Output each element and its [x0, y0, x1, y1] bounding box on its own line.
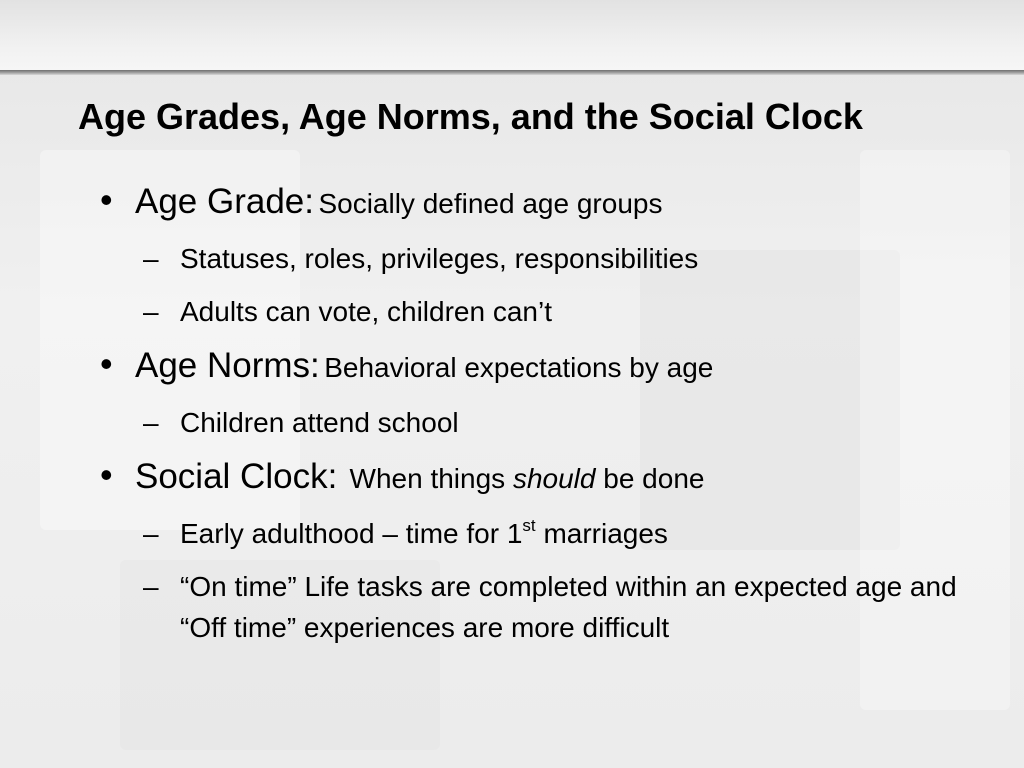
bullet-definition: [342, 463, 705, 494]
dash-icon: –: [143, 407, 159, 438]
bullet-item-age-grade: [100, 180, 980, 226]
sub-bullet-item: [100, 513, 980, 554]
dash-icon: –: [143, 571, 159, 602]
sub-bullet-text: Adults can vote, children can’t: [180, 296, 552, 327]
bullet-definition: Socially defined age groups: [318, 188, 663, 219]
bullet-term: Age Norms:: [135, 346, 320, 385]
bullet-icon: •: [100, 454, 113, 495]
bullet-term: Social Clock:: [135, 457, 338, 496]
bullet-icon: •: [100, 179, 113, 220]
sub-bullet-text: “On time” Life tasks are completed within an expected age and “Off time” experiences are more difficult: [180, 571, 957, 643]
definition-text: be done: [603, 463, 705, 494]
definition-text: When things: [349, 463, 506, 494]
emphasis-text: should: [512, 463, 596, 494]
sub-bullet-text: [180, 518, 668, 549]
bullet-item-age-norms: [100, 344, 980, 390]
sub-bullet-text: Children attend school: [180, 407, 459, 438]
slide-content: [100, 180, 980, 660]
sub-bullet-item: [100, 238, 980, 279]
dash-icon: –: [143, 296, 159, 327]
text-segment: Early adulthood – time for 1: [180, 518, 523, 549]
dash-icon: –: [143, 243, 159, 274]
header-band: [0, 0, 1024, 70]
sub-bullet-item: [100, 291, 980, 332]
ordinal-superscript: st: [522, 516, 536, 535]
sub-bullet-text: Statuses, roles, privileges, responsibilities: [180, 243, 699, 274]
sub-bullet-item: [100, 566, 980, 648]
header-rule: [0, 70, 1024, 75]
sub-bullet-item: [100, 402, 980, 443]
text-segment: marriages: [543, 518, 668, 549]
bullet-term: Age Grade:: [135, 182, 314, 221]
bullet-icon: •: [100, 343, 113, 384]
dash-icon: –: [143, 518, 159, 549]
bullet-definition: Behavioral expectations by age: [324, 352, 714, 383]
slide-title: Age Grades, Age Norms, and the Social Clock: [78, 96, 863, 137]
bullet-item-social-clock: [100, 455, 980, 501]
